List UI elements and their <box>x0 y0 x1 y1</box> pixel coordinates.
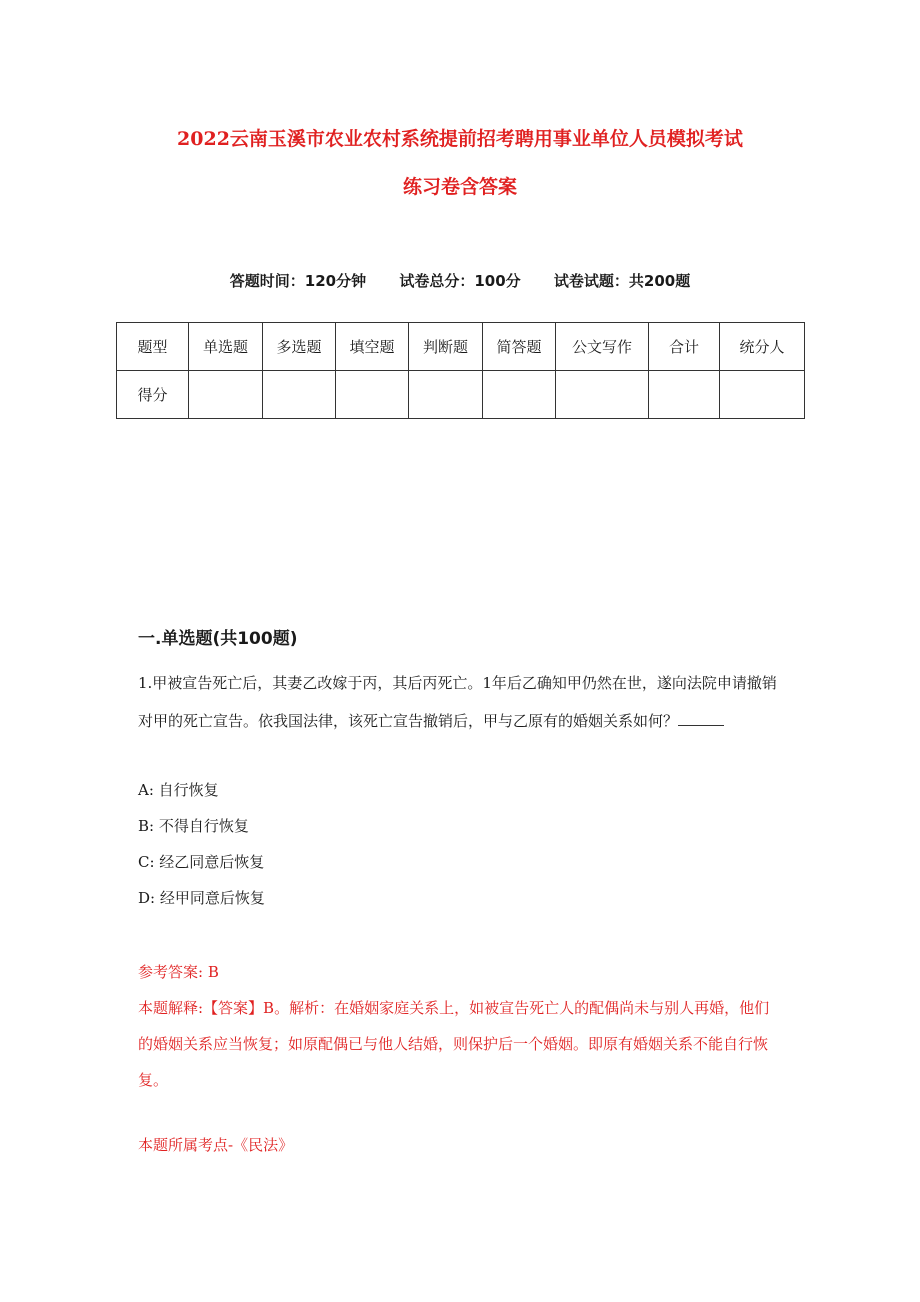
exam-time: 答题时间：120分钟 <box>229 272 367 290</box>
knowledge-point: 本题所属考点-《民法》 <box>138 1136 294 1154</box>
header-cell: 简答题 <box>483 323 556 371</box>
answer-blank <box>678 711 724 726</box>
score-cell <box>189 371 263 419</box>
header-cell: 合计 <box>649 323 720 371</box>
doc-title-line1: 2022云南玉溪市农业农村系统提前招考聘用事业单位人员模拟考试 <box>177 128 743 150</box>
answer-block <box>138 954 780 1098</box>
score-cell <box>483 371 556 419</box>
score-cell <box>263 371 336 419</box>
score-table-score-row <box>117 371 805 419</box>
option-a: A: 自行恢复 <box>138 781 219 799</box>
score-cell <box>720 371 805 419</box>
score-cell <box>649 371 720 419</box>
header-cell: 单选题 <box>189 323 263 371</box>
header-cell: 多选题 <box>263 323 336 371</box>
option-b: B: 不得自行恢复 <box>138 817 249 835</box>
header-cell: 公文写作 <box>556 323 649 371</box>
score-cell <box>556 371 649 419</box>
exam-meta <box>0 270 920 291</box>
answer-explanation: 本题解释:【答案】B。解析：在婚姻家庭关系上，如被宣告死亡人的配偶尚未与别人再婚，他们的婚姻关系应当恢复；如原配偶已与他人结婚，则保护后一个婚姻。即原有婚姻关系不能自行恢复。 <box>138 999 770 1089</box>
score-table-header-row <box>117 323 805 371</box>
score-table <box>116 322 805 419</box>
header-cell: 题型 <box>117 323 189 371</box>
doc-title-line2: 练习卷含答案 <box>402 176 517 198</box>
reference-answer: 参考答案: B <box>138 963 219 981</box>
header-cell: 统分人 <box>720 323 805 371</box>
question-options <box>138 772 738 916</box>
exam-total-score: 试卷总分：100分 <box>399 272 521 290</box>
row-label-cell: 得分 <box>117 371 189 419</box>
score-cell <box>336 371 409 419</box>
section-heading: 一.单选题(共100题) <box>138 629 298 649</box>
exam-question-count: 试卷试题：共200题 <box>553 272 691 290</box>
header-cell: 判断题 <box>409 323 483 371</box>
option-c: C: 经乙同意后恢复 <box>138 853 265 871</box>
header-cell: 填空题 <box>336 323 409 371</box>
option-d: D: 经甲同意后恢复 <box>138 889 265 907</box>
question-stem <box>138 664 780 740</box>
question-text: 1.甲被宣告死亡后，其妻乙改嫁于丙，其后丙死亡。1年后乙确知甲仍然在世，遂向法院申请撤销对甲的死亡宣告。依我国法律，该死亡宣告撤销后，甲与乙原有的婚姻关系如何？ <box>138 674 777 730</box>
score-cell <box>409 371 483 419</box>
